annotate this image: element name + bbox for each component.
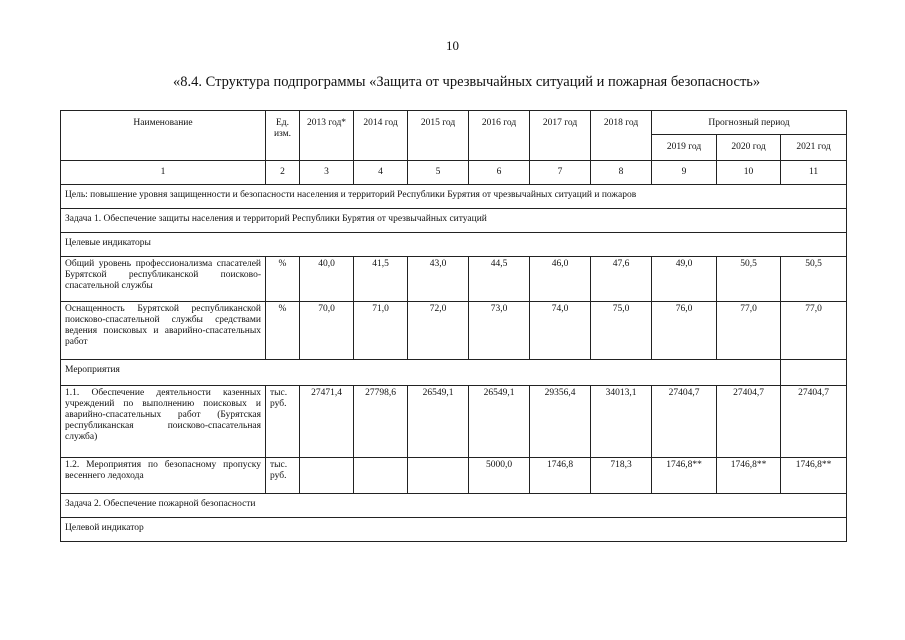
- measures-label-row: [61, 360, 847, 386]
- header-forecast-period: Прогнозный период: [652, 111, 847, 135]
- value-cell: 27404,7: [652, 386, 717, 458]
- value-cell: 44,5: [469, 257, 530, 302]
- value-cell: 47,6: [591, 257, 652, 302]
- value-cell: [300, 458, 354, 494]
- value-cell: 29356,4: [530, 386, 591, 458]
- value-cell: 43,0: [408, 257, 469, 302]
- header-year-2020: 2020 год: [717, 135, 781, 161]
- value-cell: 50,5: [781, 257, 847, 302]
- value-cell: 34013,1: [591, 386, 652, 458]
- task1-text: Задача 1. Обеспечение защиты населения и территорий Республики Бурятия от чрезвычайных ситуаций: [61, 209, 847, 233]
- value-cell: 1746,8**: [717, 458, 781, 494]
- col-number: 3: [300, 161, 354, 185]
- value-cell: 26549,1: [408, 386, 469, 458]
- value-cell: 1746,8**: [781, 458, 847, 494]
- header-row: [61, 111, 847, 135]
- indicator-label: Целевой индикатор: [61, 518, 847, 542]
- measure-name: 1.2. Мероприятия по безопасному пропуску весеннего ледохода: [61, 458, 266, 494]
- col-number: 11: [781, 161, 847, 185]
- task1-row: [61, 209, 847, 233]
- value-cell: 77,0: [781, 302, 847, 360]
- col-number: 9: [652, 161, 717, 185]
- header-year-2019: 2019 год: [652, 135, 717, 161]
- value-cell: 46,0: [530, 257, 591, 302]
- measure-unit: тыс. руб.: [266, 386, 300, 458]
- col-number: 8: [591, 161, 652, 185]
- measure-name: 1.1. Обеспечение деятельности казенных учреждений по выполнению поисковых и аварийно-спасательных работ (Бурятская республиканская поисково-спасательная служба): [61, 386, 266, 458]
- value-cell: 75,0: [591, 302, 652, 360]
- header-year-2021: 2021 год: [781, 135, 847, 161]
- page-title: «8.4. Структура подпрограммы «Защита от чрезвычайных ситуаций и пожарная безопасность»: [173, 74, 761, 90]
- value-cell: 27404,7: [717, 386, 781, 458]
- value-cell: 27798,6: [354, 386, 408, 458]
- table-row: [61, 458, 847, 494]
- value-cell: [408, 458, 469, 494]
- value-cell: 73,0: [469, 302, 530, 360]
- indicators-label: Целевые индикаторы: [61, 233, 847, 257]
- indicator-unit: %: [266, 302, 300, 360]
- header-year-2015: 2015 год: [408, 111, 469, 161]
- header-year-2017: 2017 год: [530, 111, 591, 161]
- col-number: 7: [530, 161, 591, 185]
- header-year-2013: 2013 год*: [300, 111, 354, 161]
- value-cell: 27404,7: [781, 386, 847, 458]
- value-cell: [354, 458, 408, 494]
- value-cell: 26549,1: [469, 386, 530, 458]
- value-cell: 27471,4: [300, 386, 354, 458]
- value-cell: 74,0: [530, 302, 591, 360]
- col-number: 10: [717, 161, 781, 185]
- value-cell: 718,3: [591, 458, 652, 494]
- page-number: 10: [446, 38, 459, 53]
- header-year-2018: 2018 год: [591, 111, 652, 161]
- value-cell: 49,0: [652, 257, 717, 302]
- goal-text: Цель: повышение уровня защищенности и безопасности населения и территорий Республики Бурятия от чрезвычайных ситуаций и пожаров: [61, 185, 847, 209]
- value-cell: 40,0: [300, 257, 354, 302]
- measure-unit: тыс. руб.: [266, 458, 300, 494]
- table-row: [61, 302, 847, 360]
- col-number: 2: [266, 161, 300, 185]
- value-cell: 76,0: [652, 302, 717, 360]
- table-row: [61, 257, 847, 302]
- empty-cell: [781, 360, 847, 386]
- measures-label: Мероприятия: [61, 360, 781, 386]
- task2-row: [61, 494, 847, 518]
- col-number: 6: [469, 161, 530, 185]
- table-row: [61, 386, 847, 458]
- indicators-label-row: [61, 233, 847, 257]
- header-year-2014: 2014 год: [354, 111, 408, 161]
- value-cell: 5000,0: [469, 458, 530, 494]
- col-number: 4: [354, 161, 408, 185]
- value-cell: 50,5: [717, 257, 781, 302]
- value-cell: 70,0: [300, 302, 354, 360]
- goal-row: [61, 185, 847, 209]
- task2-text: Задача 2. Обеспечение пожарной безопасности: [61, 494, 847, 518]
- indicator-unit: %: [266, 257, 300, 302]
- col-number: 5: [408, 161, 469, 185]
- header-name: Наименование: [61, 111, 266, 161]
- header-unit: Ед. изм.: [266, 111, 300, 161]
- value-cell: 72,0: [408, 302, 469, 360]
- value-cell: 77,0: [717, 302, 781, 360]
- value-cell: 1746,8: [530, 458, 591, 494]
- header-year-2016: 2016 год: [469, 111, 530, 161]
- indicator-name: Общий уровень профессионализма спасателей Бурятской республиканской поисково-спасательной службы: [61, 257, 266, 302]
- indicator-label-row: [61, 518, 847, 542]
- column-numbers-row: [61, 161, 847, 185]
- value-cell: 71,0: [354, 302, 408, 360]
- value-cell: 1746,8**: [652, 458, 717, 494]
- col-number: 1: [61, 161, 266, 185]
- value-cell: 41,5: [354, 257, 408, 302]
- subprogram-structure-table: [60, 110, 847, 542]
- indicator-name: Оснащенность Бурятской республиканской поисково-спасательной службы средствами ведения поисковых и аварийно-спасательных работ: [61, 302, 266, 360]
